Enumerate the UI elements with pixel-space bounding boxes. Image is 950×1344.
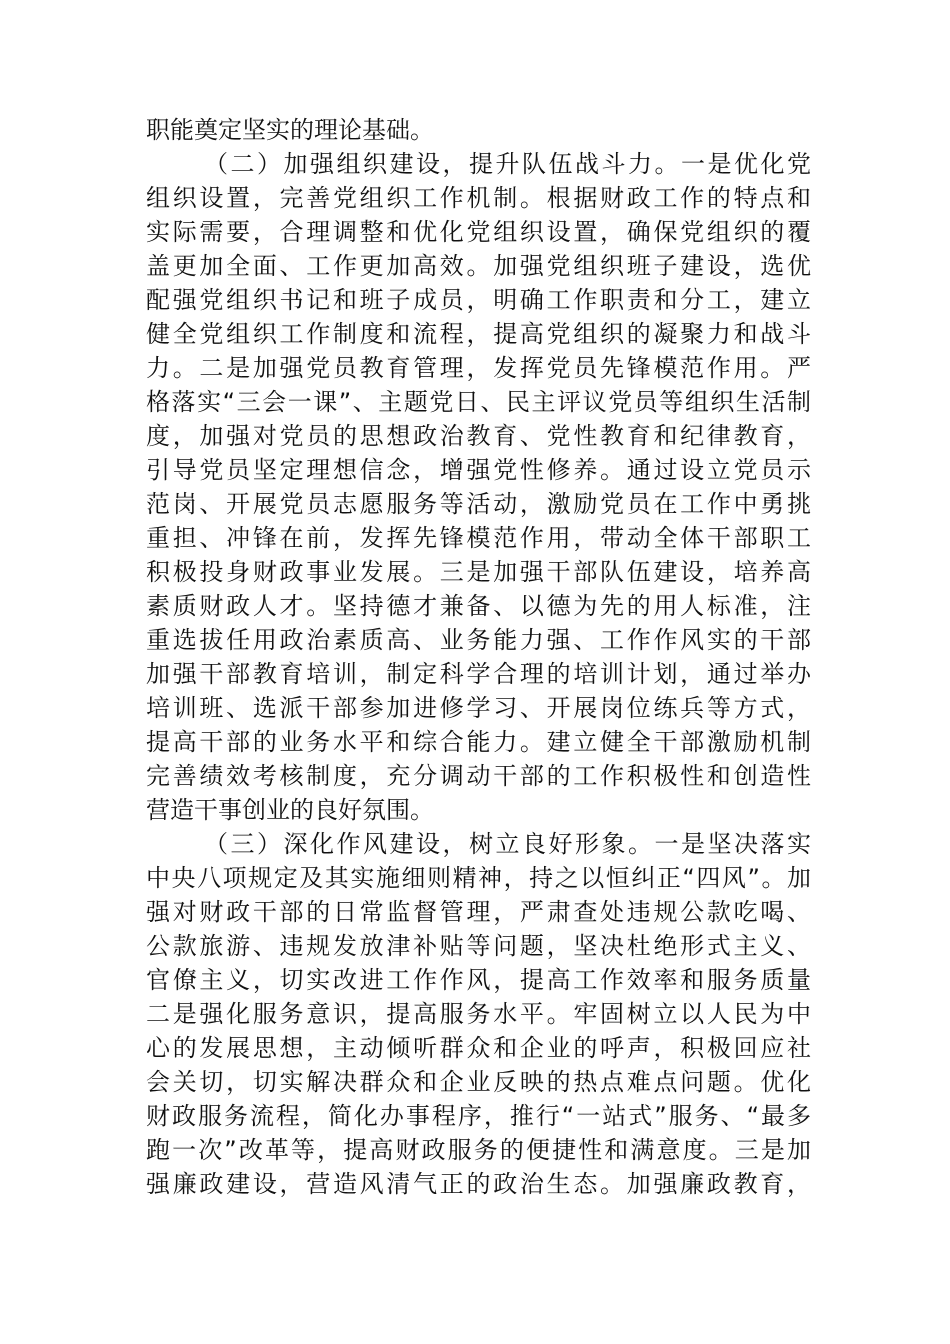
text-line: 跑一次”改革等，提高财政服务的便捷性和满意度。三是加 (146, 1136, 811, 1164)
text-line: 实际需要，合理调整和优化党组织设置，确保党组织的覆 (146, 218, 811, 246)
text-line: 组织设置，完善党组织工作机制。根据财政工作的特点和 (146, 184, 811, 212)
text-line: 官僚主义，切实改进工作作风，提高工作效率和服务质量 (146, 966, 811, 994)
text-line: 配强党组织书记和班子成员，明确工作职责和分工，建立 (146, 286, 811, 314)
text-line: 盖更加全面、工作更加高效。加强党组织班子建设，选优 (146, 252, 811, 280)
text-line: 强对财政干部的日常监督管理，严肃查处违规公款吃喝、 (146, 898, 811, 926)
text-line: 强廉政建设，营造风清气正的政治生态。加强廉政教育， (146, 1170, 811, 1198)
text-line: 培训班、选派干部参加进修学习、开展岗位练兵等方式， (146, 694, 811, 722)
paragraph-heading-line: （三）深化作风建设，树立良好形象。一是坚决落实 (204, 830, 811, 858)
text-line: 职能奠定坚实的理论基础。 (146, 116, 434, 144)
text-line: 提高干部的业务水平和综合能力。建立健全干部激励机制 (146, 728, 811, 756)
text-line: 重担、冲锋在前，发挥先锋模范作用，带动全体干部职工 (146, 524, 811, 552)
text-line: 财政服务流程，简化办事程序，推行“一站式”服务、“最多 (146, 1102, 811, 1130)
text-line: 格落实“三会一课”、主题党日、民主评议党员等组织生活制 (146, 388, 811, 416)
text-line: 重选拔任用政治素质高、业务能力强、工作作风实的干部 (146, 626, 811, 654)
text-line: 中央八项规定及其实施细则精神，持之以恒纠正“四风”。加 (146, 864, 811, 892)
paragraph-heading-line: （二）加强组织建设，提升队伍战斗力。一是优化党 (204, 150, 811, 178)
text-line: 度，加强对党员的思想政治教育、党性教育和纪律教育， (146, 422, 811, 450)
text-line: 引导党员坚定理想信念，增强党性修养。通过设立党员示 (146, 456, 811, 484)
text-line: 完善绩效考核制度，充分调动干部的工作积极性和创造性 (146, 762, 811, 790)
text-line: 心的发展思想，主动倾听群众和企业的呼声，积极回应社 (146, 1034, 811, 1062)
text-line: 会关切，切实解决群众和企业反映的热点难点问题。优化 (146, 1068, 811, 1096)
body-text (146, 113, 811, 1201)
text-line: 二是强化服务意识，提高服务水平。牢固树立以人民为中 (146, 1000, 811, 1028)
text-line: 力。二是加强党员教育管理，发挥党员先锋模范作用。严 (146, 354, 811, 382)
text-line: 素质财政人才。坚持德才兼备、以德为先的用人标准，注 (146, 592, 811, 620)
text-line: 营造干事创业的良好氛围。 (146, 796, 434, 824)
text-line: 范岗、开展党员志愿服务等活动，激励党员在工作中勇挑 (146, 490, 811, 518)
text-line: 健全党组织工作制度和流程，提高党组织的凝聚力和战斗 (146, 320, 811, 348)
text-line: 积极投身财政事业发展。三是加强干部队伍建设，培养高 (146, 558, 811, 586)
text-line: 加强干部教育培训，制定科学合理的培训计划，通过举办 (146, 660, 811, 688)
text-line: 公款旅游、违规发放津补贴等问题，坚决杜绝形式主义、 (146, 932, 811, 960)
